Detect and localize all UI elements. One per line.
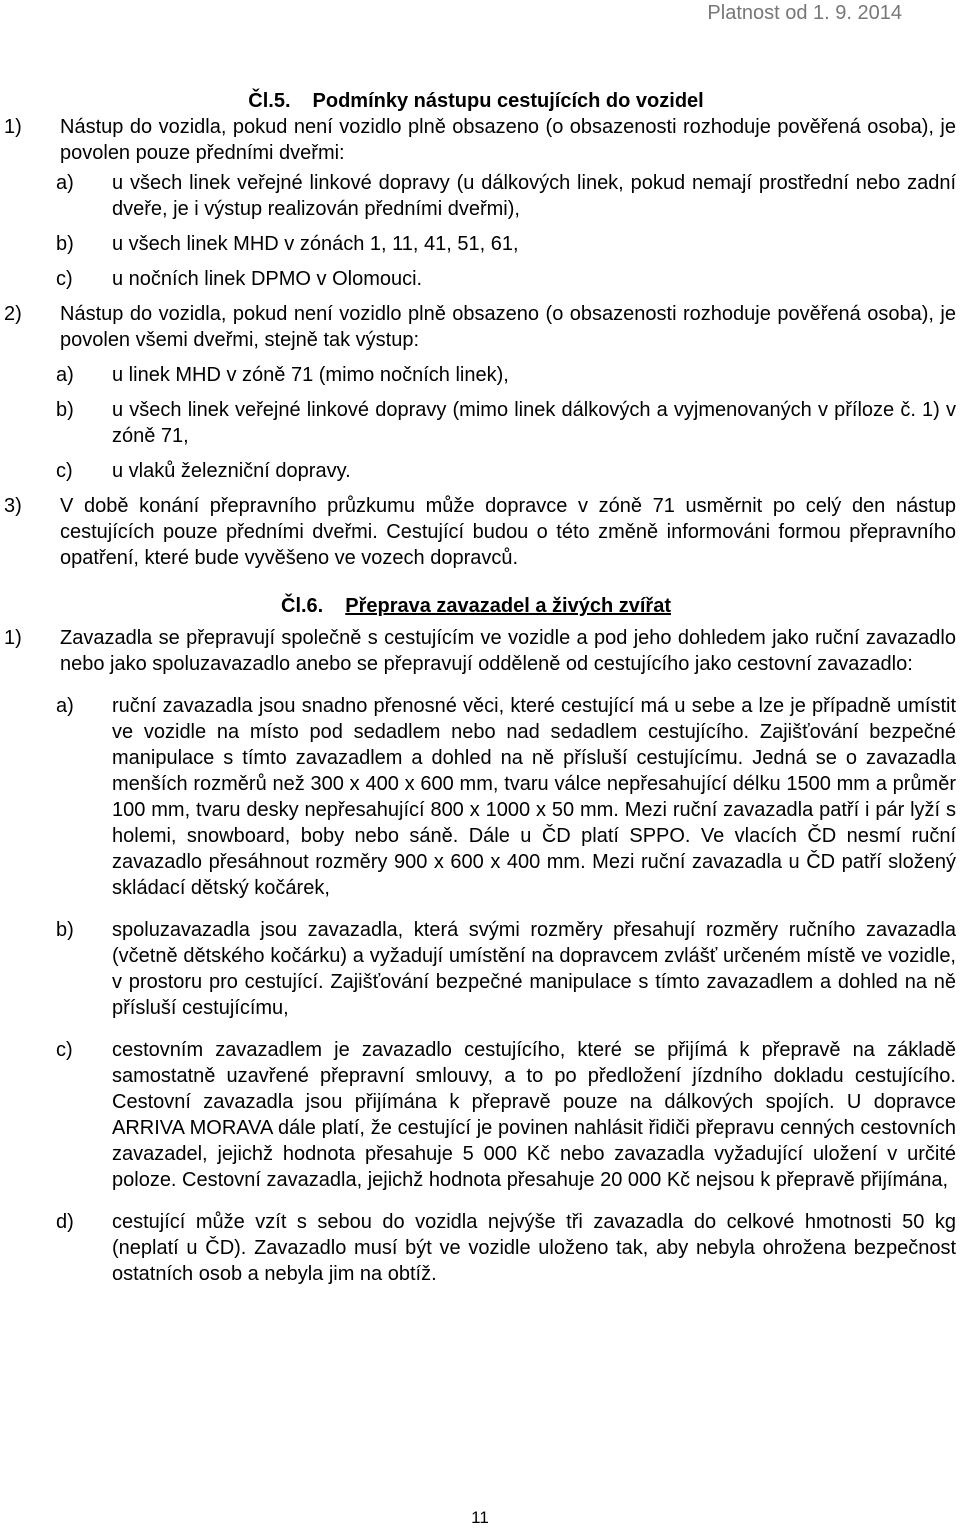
article-5-title: Podmínky nástupu cestujících do vozidel <box>312 90 704 112</box>
validity-header: Platnost od 1. 9. 2014 <box>707 2 902 24</box>
document-body <box>4 88 956 1287</box>
article-5-heading <box>4 88 956 114</box>
paragraph-number: 1) <box>4 116 22 138</box>
list-item <box>56 1209 956 1287</box>
item-label: a) <box>56 364 74 386</box>
article-6-number: Čl.6. <box>281 595 324 617</box>
list-item <box>56 170 956 222</box>
item-label: a) <box>56 695 74 717</box>
item-text: u nočních linek DPMO v Olomouci. <box>112 268 423 290</box>
item-label: a) <box>56 172 74 194</box>
paragraph-text: Zavazadla se přepravují společně s cestujícím ve vozidle a pod jeho dohledem jako ruční zavazadlo nebo jako spoluzavazadlo anebo se přepravují odděleně od cestujícího jako cestovní zavazadlo: <box>60 627 956 675</box>
item-label: b) <box>56 233 74 255</box>
item-text: u všech linek veřejné linkové dopravy (mimo linek dálkových a vyjmenovaných v příloze č. 1) v zóně 71, <box>112 399 956 447</box>
item-label: c) <box>56 460 73 482</box>
item-text: u vlaků železniční dopravy. <box>112 460 351 482</box>
list-item <box>56 1037 956 1193</box>
list-item <box>56 458 956 484</box>
item-label: c) <box>56 268 73 290</box>
article-5-paragraph-2 <box>4 301 956 353</box>
list-item <box>56 693 956 901</box>
item-text: u linek MHD v zóně 71 (mimo nočních linek), <box>112 364 509 386</box>
article-6-heading <box>4 593 956 619</box>
article-6-title: Přeprava zavazadel a živých zvířat <box>345 595 671 617</box>
list-item <box>56 917 956 1021</box>
article-5-paragraph-3 <box>4 493 956 571</box>
paragraph-text: V době konání přepravního průzkumu může dopravce v zóně 71 usměrnit po celý den nástup cestujících pouze předními dveřmi. Cestující budou o této změně informováni formou přepravního opatření, které bude vyvěšeno ve vozech dopravců. <box>60 495 956 569</box>
item-text: u všech linek veřejné linkové dopravy (u dálkových linek, pokud nemají prostřední nebo zadní dveře, je i výstup realizován předními dveřmi), <box>112 172 956 220</box>
list-item <box>56 231 956 257</box>
paragraph-number: 1) <box>4 627 22 649</box>
item-text: ruční zavazadla jsou snadno přenosné věci, které cestující má u sebe a lze je případně umístit ve vozidle na místo pod sedadlem nebo nad sedadlem cestujícího. Zajišťování bezpečné manipulace s tímto zavazadlem a dohled na ně přísluší cestujícímu. Jedná se o zavazadla menších rozměrů než 300 x 400 x 600 mm, tvaru válce nepřesahující délku 1500 mm a průměr 100 mm, tvaru desky nepřesahující 800 x 1000 x 50 mm. Mezi ruční zavazadla patří i pár lyží s holemi, snowboard, boby nebo sáně. Dále u ČD platí SPPO. Ve vlacích ČD nesmí ruční zavazadlo přesáhnout rozměry 900 x 600 x 400 mm. Mezi ruční zavazadla u ČD patří složený skládací dětský kočárek, <box>112 695 956 899</box>
list-item <box>56 362 956 388</box>
article-6-paragraph-1 <box>4 625 956 677</box>
paragraph-number: 3) <box>4 495 22 517</box>
list-item <box>56 397 956 449</box>
item-label: d) <box>56 1211 74 1233</box>
item-text: cestovním zavazadlem je zavazadlo cestujícího, které se přijímá k přepravě na základě samostatně uzavřené přepravní smlouvy, a to po předložení jízdního dokladu cestujícího. Cestovní zavazadla jsou přijímána k přepravě pouze na dálkových spojích. U dopravce ARRIVA MORAVA dále platí, že cestující je povinen nahlásit řidiči přepravu cenných cestovních zavazadel, jejichž hodnota přesahuje 5 000 Kč nebo zavazadla vyžadující uložení v určité poloze. Cestovní zavazadla, jejichž hodnota přesahuje 20 000 Kč nejsou k přepravě přijímána, <box>112 1039 956 1191</box>
item-label: c) <box>56 1039 73 1061</box>
item-text: spoluzavazadla jsou zavazadla, která svými rozměry přesahují rozměry ručního zavazadla (včetně dětského kočárku) a vyžadují umístění na dopravcem zvlášť určeném místě ve vozidle, v prostoru pro cestující. Zajišťování bezpečné manipulace s tímto zavazadlem a dohled na ně přísluší cestujícímu, <box>112 919 956 1019</box>
item-text: cestující může vzít s sebou do vozidla nejvýše tři zavazadla do celkové hmotnosti 50 kg (neplatí u ČD). Zavazadlo musí být ve vozidle uloženo tak, aby nebyla ohrožena bezpečnost ostatních osob a nebyla jim na obtíž. <box>112 1211 956 1285</box>
article-5-number: Čl.5. <box>248 90 291 112</box>
article-5-paragraph-1 <box>4 114 956 166</box>
item-text: u všech linek MHD v zónách 1, 11, 41, 51, 61, <box>112 233 519 255</box>
paragraph-text: Nástup do vozidla, pokud není vozidlo plně obsazeno (o obsazenosti rozhoduje pověřená osoba), je povolen pouze předními dveřmi: <box>60 116 956 164</box>
list-item <box>56 266 956 292</box>
page-number: 11 <box>471 1508 489 1527</box>
paragraph-number: 2) <box>4 303 22 325</box>
paragraph-text: Nástup do vozidla, pokud není vozidlo plně obsazeno (o obsazenosti rozhoduje pověřená osoba), je povolen všemi dveřmi, stejně tak výstup: <box>60 303 956 351</box>
item-label: b) <box>56 399 74 421</box>
item-label: b) <box>56 919 74 941</box>
